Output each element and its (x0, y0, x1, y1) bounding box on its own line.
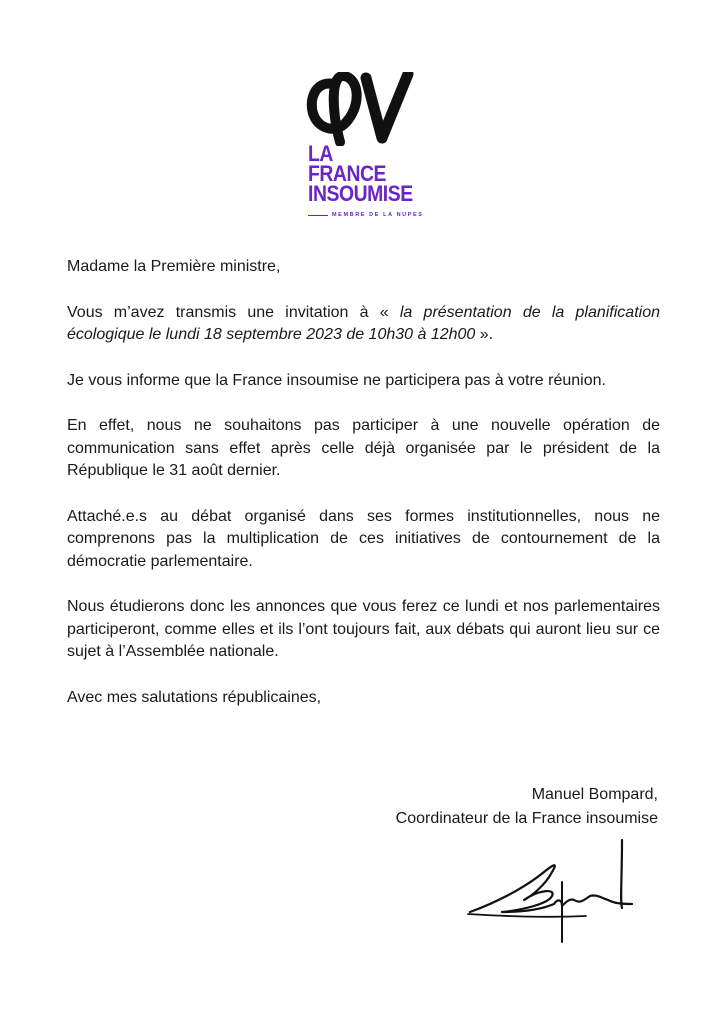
lfi-logo (300, 72, 424, 222)
signatory-title: Coordinateur de la France insoumise (395, 810, 658, 827)
paragraph-invitation-intro: Vous m’avez transmis une invitation à « (67, 303, 400, 321)
paragraph-invitation (67, 302, 660, 347)
paragraph-reason: En effet, nous ne souhaitons pas participer à une nouvelle opération de communication sans effet après celle déjà organisée par le président de la République le 31 août dernier. (67, 417, 660, 479)
letter-body (67, 256, 660, 732)
paragraph-invitation-quote: la présentation de la planification écologique le lundi 18 septembre 2023 de 10h30 à 12h00 (67, 303, 661, 343)
paragraph-institutional-debate: Attaché.e.s au débat organisé dans ses formes institutionnelles, nous ne comprenons pas la multiplication de ces initiatives de contournement de la démocratie parlementaire. (67, 507, 660, 570)
paragraph-next-steps: Nous étudierons donc les annonces que vous ferez ce lundi et nos parlementaires participeront, comme elles et ils l’ont toujours fait, aux débats qui auront lieu sur ce sujet à l’Assemblée nationale. (67, 598, 660, 660)
logo-tagline-text: MEMBRE DE LA NUPES (332, 212, 424, 218)
logo-line-insoumise: INSOUMISE (308, 181, 413, 206)
signatory-block (396, 783, 658, 831)
logo-line-la: LA (308, 141, 333, 166)
signatory-name: Manuel Bompard, (531, 786, 658, 803)
handwritten-signature (462, 838, 642, 948)
logo-wordmark (308, 141, 413, 206)
salutation: Madame la Première ministre, (67, 258, 281, 275)
logo-tagline (308, 212, 424, 220)
logo-line-france: FRANCE (308, 161, 387, 186)
paragraph-refusal: Je vous informe que la France insoumise ne participera pas à votre réunion. (67, 371, 606, 389)
logo-tagline-rule (308, 215, 328, 216)
paragraph-invitation-end: ». (475, 326, 494, 343)
phi-symbol-icon (304, 72, 416, 146)
closing: Avec mes salutations républicaines, (67, 688, 322, 706)
